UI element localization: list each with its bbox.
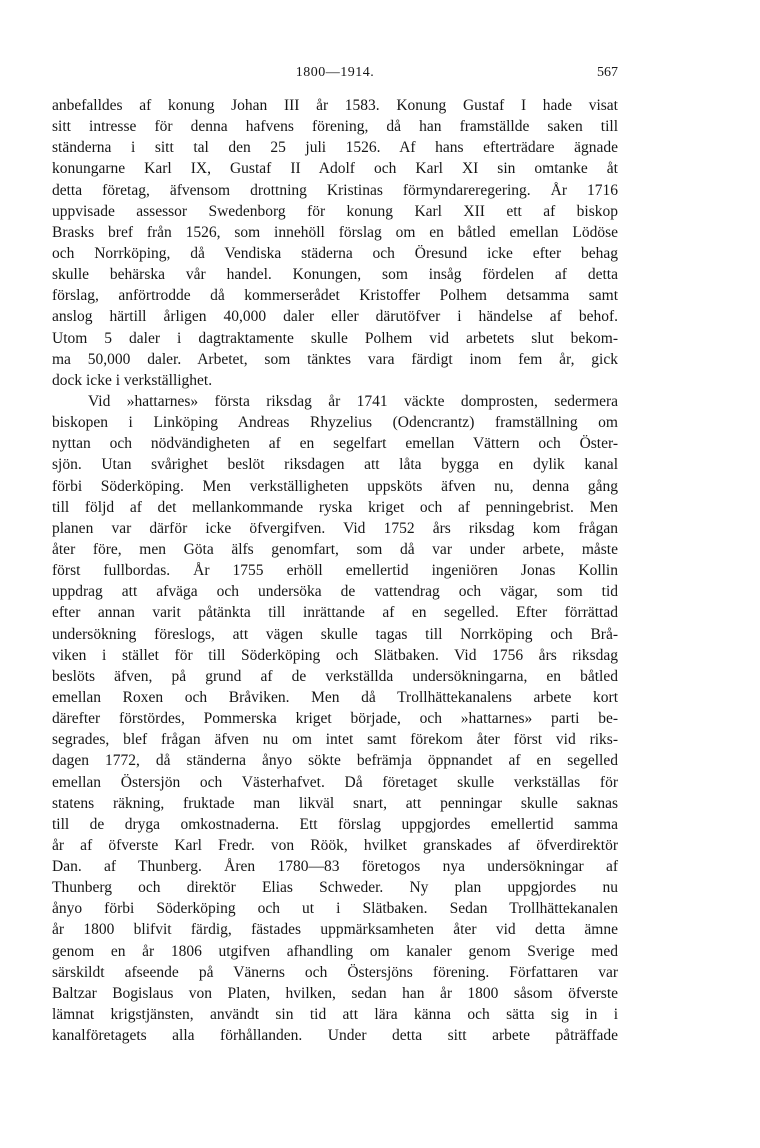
text-line: dagen 1772, då ständerna ånyo sökte befrämja öppnandet af en segelled <box>52 752 618 770</box>
text-line: emellan Östersjön och Västerhafvet. Då företaget skulle verkställas för <box>52 773 618 791</box>
text-line: kanalföretagets alla förhållanden. Under detta sitt arbete påträffade <box>52 1027 618 1045</box>
text-line: uppdrag att afväga och undersöka de vattendrag och vägar, som tid <box>52 583 618 601</box>
text-line: skulle behärska vår handel. Konungen, som insåg fördelen af detta <box>52 266 618 284</box>
text-line: lämnat krigstjänsten, användt sin tid att lära känna och sätta sig in i <box>52 1006 618 1024</box>
text-line: till de dryga omkostnaderna. Ett förslag uppgjordes emellertid samma <box>52 815 618 833</box>
text-line: Dan. af Thunberg. Åren 1780—83 företogos nya undersökningar af <box>52 858 618 876</box>
text-line: konungarne Karl IX, Gustaf II Adolf och Karl XI sin omtanke åt <box>52 160 618 178</box>
text-line: biskopen i Linköping Andreas Rhyzelius (Odencrantz) framställning om <box>52 414 618 432</box>
text-line: ånyo förbi Söderköping och ut i Slätbaken. Sedan Trollhättekanalen <box>52 900 618 918</box>
body-text <box>52 95 618 1046</box>
text-line: statens räkning, fruktade man likväl snart, att penningar skulle saknas <box>52 794 618 812</box>
text-line: ma 50,000 daler. Arbetet, som tänktes vara färdigt inom fem år, gick <box>52 350 618 368</box>
text-line: beslöts äfven, på grund af de verkställda undersökningarna, en båtled <box>52 667 618 685</box>
text-line: planen var därför icke öfvergifven. Vid 1752 års riksdag kom frågan <box>52 519 618 537</box>
header-title: 1800—1914. <box>295 65 375 80</box>
text-line: särskildt afseende på Vänerns och Östersjöns förening. Författaren var <box>52 963 618 981</box>
text-line: anslog härtill årligen 40,000 daler eller därutöfver i händelse af behof. <box>52 308 618 326</box>
text-line: efter annan varit påtänkta till inrättande af en segelled. Efter förrättad <box>52 604 618 622</box>
text-line: Baltzar Bogislaus von Platen, hvilken, sedan han år 1800 såsom öfverste <box>52 984 618 1002</box>
text-line: nyttan och nödvändigheten af en segelfart emellan Vättern och Öster- <box>52 435 618 453</box>
text-line: genom en år 1806 utgifven afhandling om kanaler genom Sverige med <box>52 942 618 960</box>
text-line: år af öfverste Karl Fredr. von Röök, hvilket granskades af öfverdirektör <box>52 836 618 854</box>
text-line: anbefalldes af konung Johan III år 1583. Konung Gustaf I hade visat <box>52 97 618 114</box>
text-line: Utom 5 daler i dagtraktamente skulle Polhem vid arbetets slut bekom- <box>52 329 618 347</box>
text-line: emellan Roxen och Bråviken. Men då Trollhättekanalens arbete kort <box>52 688 618 706</box>
text-line: dock icke i verkställighet. <box>52 371 213 389</box>
text-line: först fullbordas. År 1755 erhöll emellertid ingeniören Jonas Kollin <box>52 562 618 580</box>
text-line: Thunberg och direktör Elias Schweder. Ny plan uppgjordes nu <box>52 879 618 897</box>
running-header <box>52 65 618 85</box>
text-line: viken i stället för till Söderköping och Slätbaken. Vid 1756 års riksdag <box>52 646 618 664</box>
text-line: därefter förstördes, Pommerska kriget började, och »hattarnes» parti be- <box>52 710 618 728</box>
text-line: till följd af det mellankommande ryska kriget och af penningebrist. Men <box>52 498 618 516</box>
text-line: åter före, men Göta älfs genomfart, som då var under arbete, måste <box>52 540 618 558</box>
text-line: Brasks bref från 1526, som innehöll förslag om en båtled emellan Lödöse <box>52 223 618 241</box>
text-line: ständerna i sitt tal den 25 juli 1526. Af hans efterträdare ägnade <box>52 139 618 157</box>
text-line: segrades, blef frågan äfven nu om intet samt förekom åter först vid riks- <box>52 731 618 749</box>
page-number: 567 <box>597 65 618 80</box>
text-line: Vid »hattarnes» första riksdag år 1741 väckte domprosten, sedermera <box>88 392 618 410</box>
text-line: uppvisade assessor Swedenborg för konung Karl XII ett af biskop <box>52 202 618 220</box>
text-line: sitt intresse för denna hafvens förening, då han framställde saken till <box>52 118 618 136</box>
text-line: sjön. Utan svårighet beslöt riksdagen att låta bygga en dylik kanal <box>52 456 618 474</box>
text-line: förslag, anförtrodde då kommerserådet Kristoffer Polhem detsamma samt <box>52 287 618 305</box>
text-line: förbi Söderköping. Men verkställigheten uppsköts äfven nu, denna gång <box>52 477 618 495</box>
text-line: och Norrköping, då Vendiska städerna och Öresund icke efter behag <box>52 244 618 262</box>
text-line: undersökning föreslogs, att vägen skulle tagas till Norrköping och Brå- <box>52 625 618 643</box>
text-line: detta företag, äfvensom drottning Kristinas förmyndareregering. År 1716 <box>52 181 618 199</box>
text-line: år 1800 blifvit färdig, fästades uppmärksamheten åter vid detta ämne <box>52 921 618 939</box>
